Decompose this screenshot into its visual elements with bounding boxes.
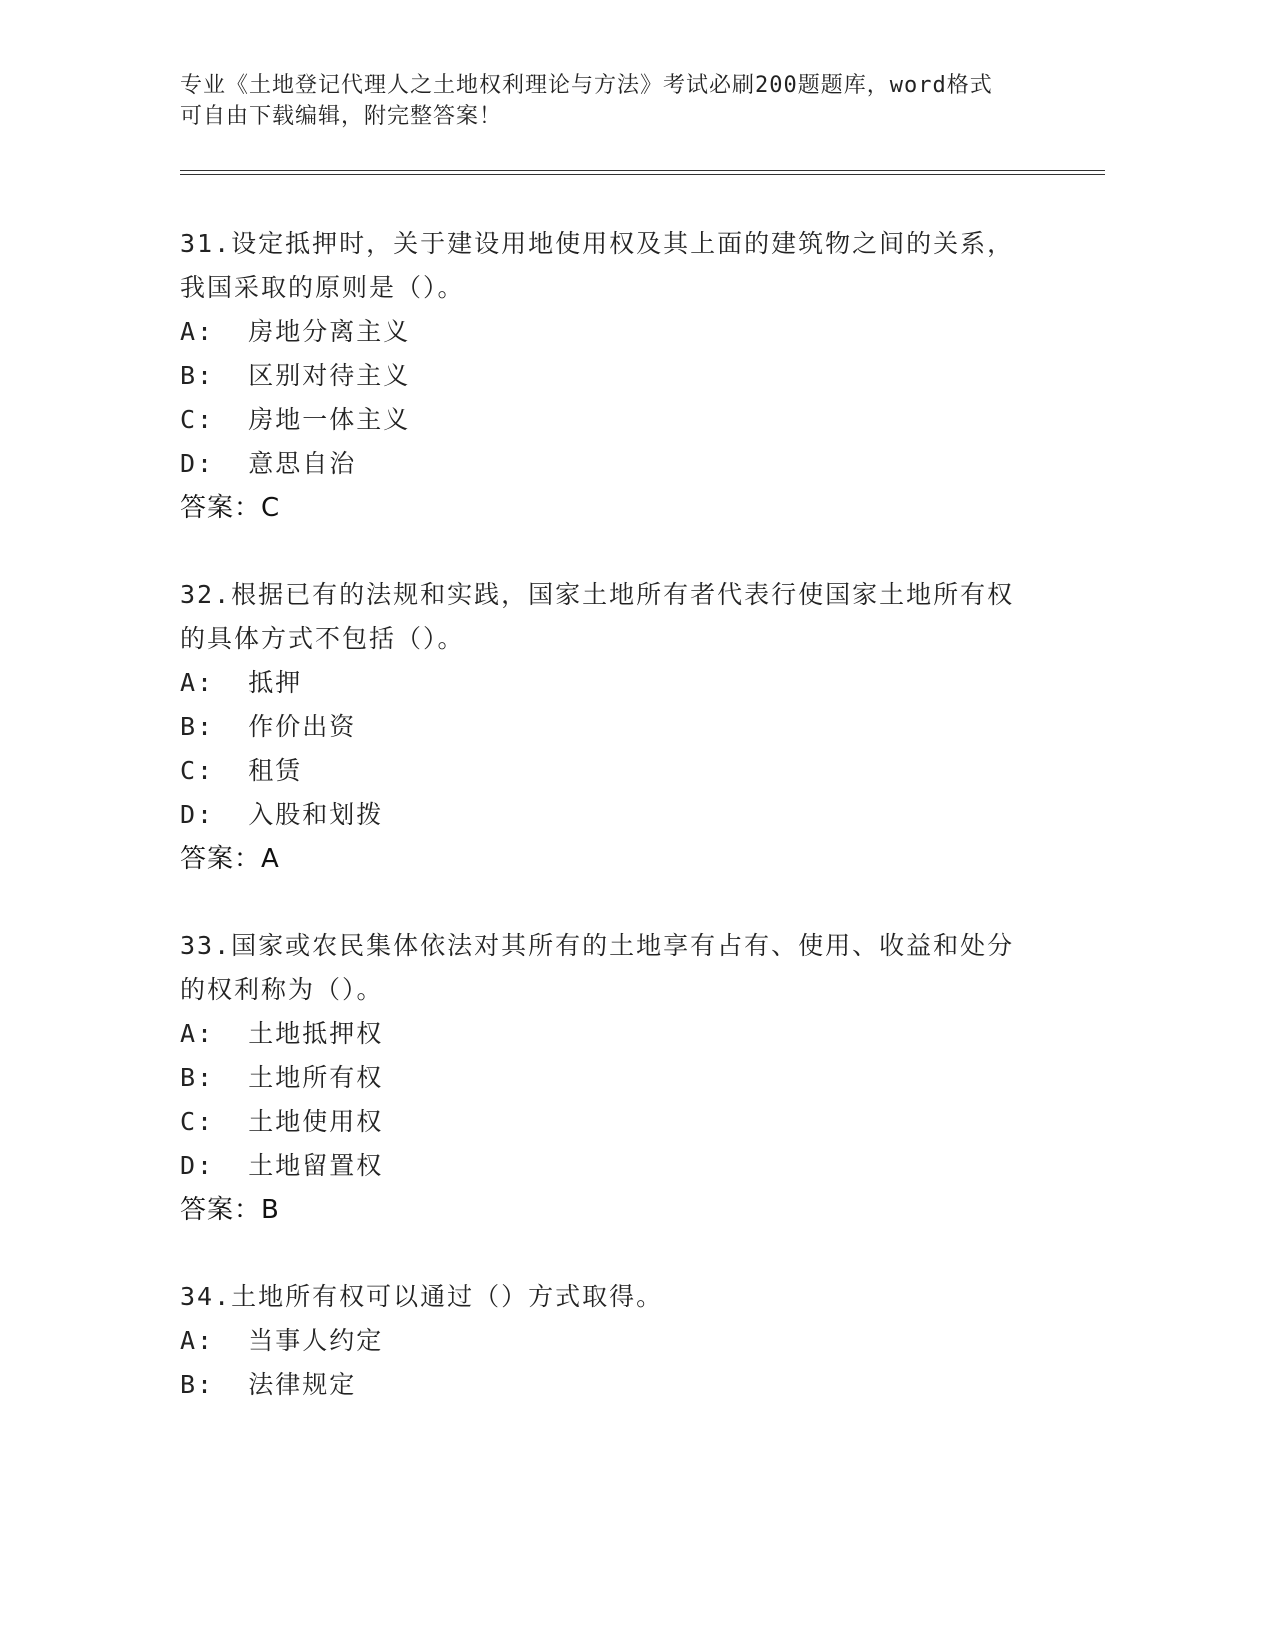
answer-line: 答案：A: [180, 844, 280, 874]
option-c: C: 租赁: [180, 756, 303, 785]
question-stem: 33.国家或农民集体依法对其所有的土地享有占有、使用、收益和处分: [180, 931, 1015, 960]
question-stem: 31.设定抵押时，关于建设用地使用权及其上面的建筑物之间的关系，: [180, 229, 1015, 258]
option-a: A: 房地分离主义: [180, 317, 411, 346]
header-rule-top: [180, 170, 1105, 171]
header-title-line-1: 专业《土地登记代理人之土地权利理论与方法》考试必刷200题题库，word格式: [180, 73, 993, 98]
question-stem: 的具体方式不包括（）。: [180, 624, 465, 653]
option-d: D: 意思自治: [180, 449, 357, 478]
option-a: A: 当事人约定: [180, 1326, 384, 1355]
option-b: B: 区别对待主义: [180, 361, 411, 390]
question-stem: 的权利称为（）。: [180, 975, 384, 1004]
question-list: [180, 222, 1080, 1450]
document-header: [180, 70, 1040, 132]
header-rule-bottom: [180, 174, 1105, 175]
question-stem: 我国采取的原则是（）。: [180, 273, 465, 302]
question-32: [180, 573, 1080, 881]
question-stem: 34.土地所有权可以通过（）方式取得。: [180, 1282, 664, 1311]
option-c: C: 房地一体主义: [180, 405, 411, 434]
option-a: A: 土地抵押权: [180, 1019, 384, 1048]
answer-line: 答案：B: [180, 1195, 280, 1225]
option-c: C: 土地使用权: [180, 1107, 384, 1136]
question-33: [180, 924, 1080, 1232]
question-stem: 32.根据已有的法规和实践，国家土地所有者代表行使国家土地所有权: [180, 580, 1015, 609]
option-b: B: 土地所有权: [180, 1063, 384, 1092]
option-a: A: 抵押: [180, 668, 303, 697]
answer-line: 答案：C: [180, 493, 281, 523]
option-b: B: 法律规定: [180, 1370, 357, 1399]
question-31: [180, 222, 1080, 530]
option-d: D: 土地留置权: [180, 1151, 384, 1180]
option-d: D: 入股和划拨: [180, 800, 384, 829]
option-b: B: 作价出资: [180, 712, 357, 741]
header-double-rule: [180, 170, 1105, 175]
question-34: [180, 1275, 1080, 1407]
header-title-line-2: 可自由下载编辑，附完整答案！: [180, 104, 503, 129]
